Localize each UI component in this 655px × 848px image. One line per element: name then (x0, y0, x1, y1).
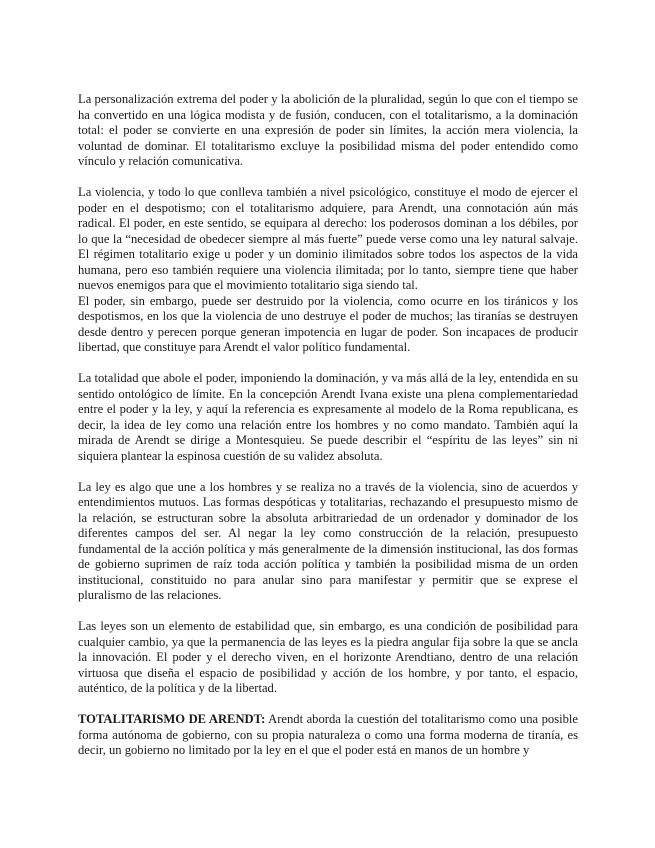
section-text: Arendt aborda la cuestión del totalitarismo como una posible forma autónoma de gobierno, con su propia naturaleza o como una forma moderna de tiranía, es decir, un gobierno no limitado por la ley en el que el poder está en manos de un hombre y (78, 712, 578, 757)
paragraph-violencia: La violencia, y todo lo que conlleva también a nivel psicológico, constituye el modo de ejercer el poder en el despotismo; con el totalitarismo adquiere, para Arendt, una connotación aún más radical. El poder, en este sentido, se equipara al derecho: los poderosos dominan a los débiles, por lo que la “necesidad de obedecer siempre al más fuerte” puede verse como una ley natural salvaje. El régimen totalitario exige u poder y un dominio ilimitados sobre todos los aspectos de la vida humana, pero eso también requiere una violencia ilimitada; por lo tanto, siempre tiene que haber nuevos enemigos para que el movimiento totalitario siga siendo tal. (78, 185, 578, 292)
document-page (78, 92, 578, 774)
paragraph-personalizacion: La personalización extrema del poder y la abolición de la pluralidad, según lo que con el tiempo se ha convertido en una lógica modista y de fusión, conducen, con el totalitarismo, a la dominación total: el poder se convierte en una expresión de poder sin límites, la acción mera violencia, la voluntad de dominar. El totalitarismo excluye la posibilidad misma del poder entendido como vínculo y relación comunicativa. (78, 92, 578, 168)
paragraph-leyes-estabilidad: Las leyes son un elemento de estabilidad que, sin embargo, es una condición de posibilidad para cualquier cambio, ya que la permanencia de las leyes es la piedra angular fija sobre la que se ancla la innovación. El poder y el derecho viven, en el horizonte Arendtiano, dentro de una relación virtuosa que diseña el espacio de posibilidad y acción de los hombre, y por tanto, el espacio, auténtico, de la política y de la libertad. (78, 619, 578, 695)
paragraph-poder-destruido: El poder, sin embargo, puede ser destruido por la violencia, como ocurre en los tiránicos y los despotismos, en los que la violencia de uno destruye el poder de muchos; las tiranías se destruyen desde dentro y perecen porque generan impotencia en lugar de poder. Son incapaces de producir libertad, que constituye para Arendt el valor político fundamental. (78, 293, 578, 354)
paragraph-totalidad: La totalidad que abole el poder, imponiendo la dominación, y va más allá de la ley, entendida en su sentido ontológico de límite. En la concepción Arendt Ivana existe una plena complementariedad entre el poder y la ley, y aquí la referencia es expresamente al modelo de la Roma republicana, es decir, la idea de ley como una relación entre los hombres y no como mandato. También aquí la mirada de Arendt se dirige a Montesquieu. Se puede describir el “espíritu de las leyes” sin ni siquiera plantear la espinosa cuestión de su validez absoluta. (78, 371, 578, 463)
paragraph-ley: La ley es algo que une a los hombres y se realiza no a través de la violencia, sino de acuerdos y entendimientos mutuos. Las formas despóticas y totalitarias, rechazando el presupuesto mismo de la relación, se estructuran sobre la absoluta arbitrariedad de un ordenador y dominador de los diferentes campos del ser. Al negar la ley como construcción de la relación, presupuesto fundamental de la acción política y más generalmente de la dimensión institucional, las dos formas de gobierno suprimen de raíz toda acción política y también la posibilidad misma de un orden institucional, constituido no para anular sino para manifestar y permitir que se exprese el pluralismo de las relaciones. (78, 479, 578, 602)
paragraph-totalitarismo-arendt (78, 712, 578, 759)
section-heading: TOTALITARISMO DE ARENDT: (78, 712, 266, 726)
